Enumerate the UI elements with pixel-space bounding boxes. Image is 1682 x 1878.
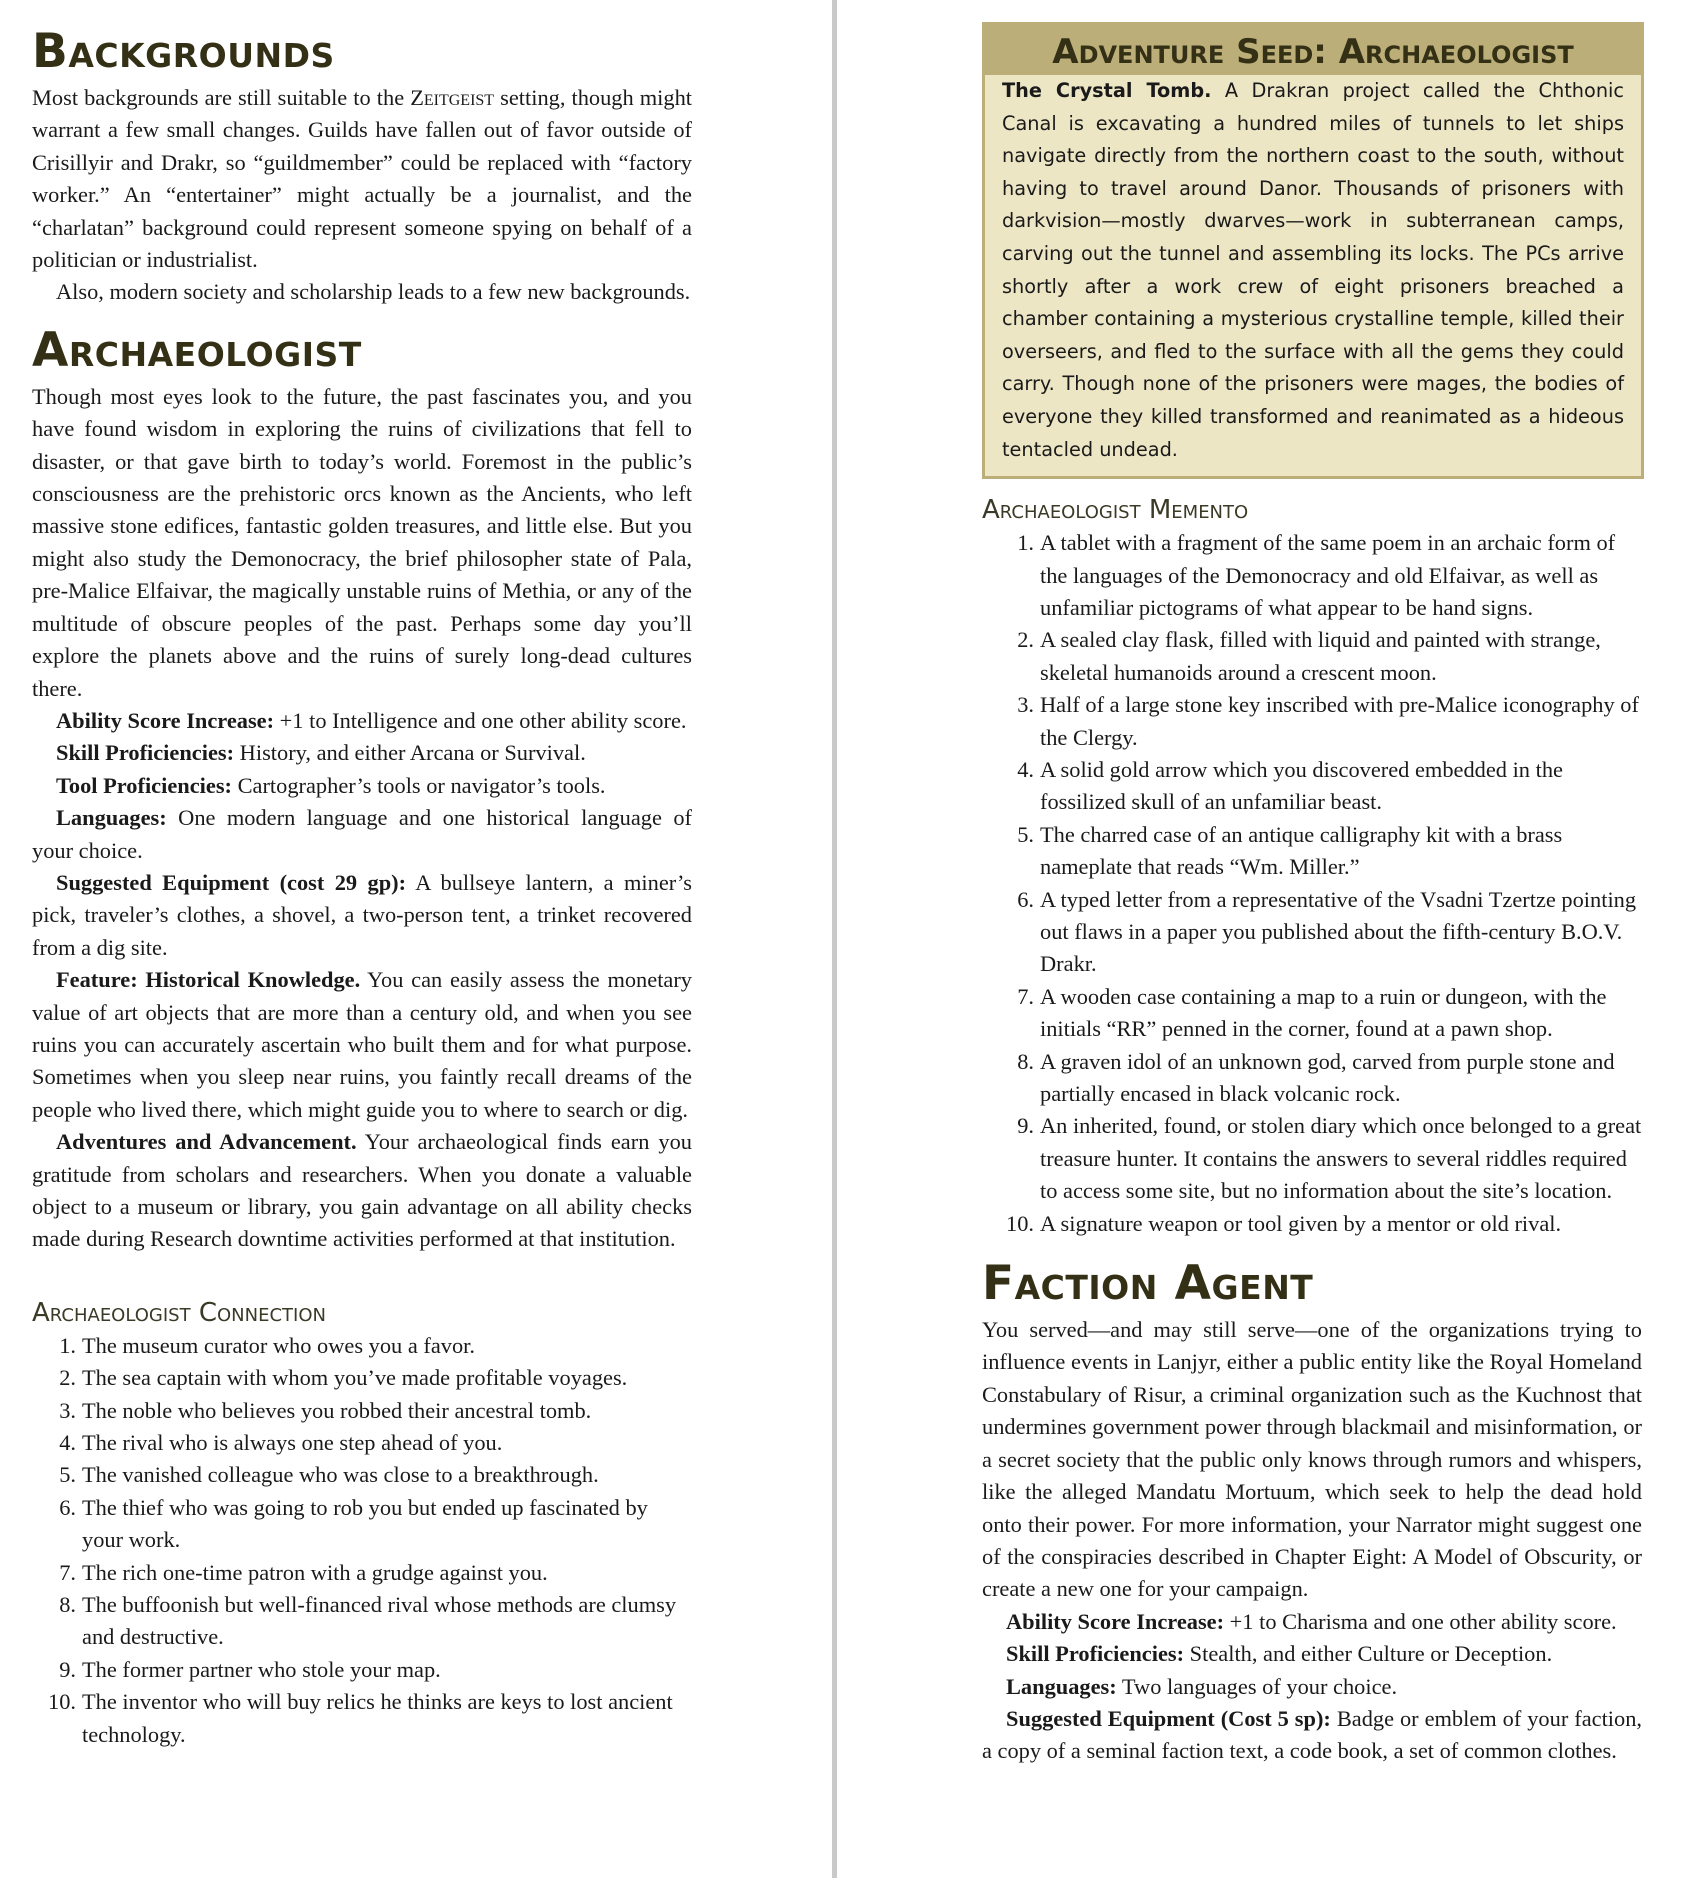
list-item: 5. The vanished colleague who was close to a breakthrough. xyxy=(59,1462,599,1488)
list-item: 3. Half of a large stone key inscribed with pre-Malice iconography of the Clergy. xyxy=(1017,692,1639,750)
setting-name: Zeitgeist xyxy=(410,85,495,110)
list-item: 9. The former partner who stole your map. xyxy=(59,1656,441,1682)
list-item: 8. The buffoonish but well-financed rival whose methods are clumsy and destructive. xyxy=(59,1592,677,1650)
backgrounds-paragraph-1: Most backgrounds are still suitable to the Zeitgeist setting, though might warrant a few small changes. Guilds have fallen out of favor outside of Crisillyir and Drakr, so “guildmember” could be replaced with “factory worker.” An “entertainer” might actually be a journalist, and the “charlatan” background could represent someone spying on behalf of a politician or industrialist. xyxy=(32,85,692,273)
page-divider xyxy=(832,0,837,1878)
left-column xyxy=(32,22,692,1751)
list-item: 5. The charred case of an antique calligraphy kit with a brass nameplate that reads “Wm. Miller.” xyxy=(1017,821,1563,880)
backgrounds-paragraph-2: Also, modern society and scholarship leads to a few new backgrounds. xyxy=(56,279,691,305)
faction-agent-heading: Faction Agent xyxy=(982,1256,1314,1312)
archaeologist-advancement: Adventures and Advancement. Your archaeological finds earn you gratitude from scholars and researchers. When you donate a valuable object to a museum or library, you gain advantage on all ability checks made during Research downtime activities performed at that institution. xyxy=(32,1129,692,1252)
adventure-seed-box xyxy=(982,22,1644,479)
connection-heading: Archaeologist Connection xyxy=(32,1297,326,1328)
archaeologist-feature: Feature: Historical Knowledge. You can easily assess the monetary value of art objects that are more than a century old, and when you see ruins you can accurately ascertain who built them and for what purpose. Sometimes when you sleep near ruins, you faintly recall dreams of the people who lived there, which might guide you to where to search or dig. xyxy=(32,967,692,1122)
list-item: 3. The noble who believes you robbed their ancestral tomb. xyxy=(59,1397,592,1423)
archaeologist-trait: Tool Proficiencies: Cartographer’s tools or navigator’s tools. xyxy=(56,772,606,798)
memento-list xyxy=(982,527,1642,1240)
list-item: 7. A wooden case containing a map to a ruin or dungeon, with the initials “RR” penned in the corner, found at a pawn shop. xyxy=(1017,983,1607,1042)
list-item: 4. A solid gold arrow which you discovered embedded in the fossilized skull of an unfamiliar beast. xyxy=(1017,756,1563,815)
archaeologist-heading: Archaeologist xyxy=(32,322,362,378)
list-item: 4. The rival who is always one step ahead of you. xyxy=(59,1430,503,1456)
archaeologist-trait: Skill Proficiencies: History, and either Arcana or Survival. xyxy=(56,740,586,766)
connection-list xyxy=(32,1330,692,1751)
memento-heading: Archaeologist Memento xyxy=(982,495,1249,526)
list-item: 2. A sealed clay flask, filled with liquid and painted with strange, skeletal humanoids around a crescent moon. xyxy=(1017,627,1601,685)
faction-agent-trait: Languages: Two languages of your choice. xyxy=(1006,1673,1398,1699)
list-item: 9. An inherited, found, or stolen diary which once belonged to a great treasure hunter. It contains the answers to several riddles required to access some site, but no information about the site’s location. xyxy=(1017,1113,1642,1204)
adventure-seed-title: Adventure Seed: Archaeologist xyxy=(985,25,1641,75)
list-item: 6. The thief who was going to rob you but ended up fascinated by your work. xyxy=(59,1494,648,1553)
list-item: 1. A tablet with a fragment of the same poem in an archaic form of the languages of the Demonocracy and old Elfaivar, as well as unfamiliar pictograms of what appear to be hand signs. xyxy=(1017,530,1616,620)
faction-agent-trait: Skill Proficiencies: Stealth, and either Culture or Deception. xyxy=(1006,1641,1553,1667)
faction-agent-intro: You served—and may still serve—one of the organizations trying to influence events in Lanjyr, either a public entity like the Royal Homeland Constabulary of Risur, a criminal organization such as the Kuchnost that undermines government power through blackmail and misinformation, or a secret society that the public only knows through rumors and whispers, like the alleged Mandatu Mortuum, which seek to help the dead hold onto their power. For more information, your Narrator might suggest one of the conspiracies described in Chapter Eight: A Model of Obscurity, or create a new one for your campaign. xyxy=(982,1317,1642,1602)
list-item: 10. A signature weapon or tool given by a mentor or old rival. xyxy=(1006,1210,1562,1236)
faction-agent-trait: Suggested Equipment (Cost 5 sp): Badge or emblem of your faction, a copy of a seminal faction text, a code book, a set of common clothes. xyxy=(982,1705,1642,1764)
archaeologist-intro: Though most eyes look to the future, the past fascinates you, and you have found wisdom in exploring the ruins of civilizations that fell to disaster, or that gave birth to today’s world. Foremost in the public’s consciousness are the prehistoric orcs known as the Ancients, who left massive stone edifices, fantastic golden treasures, and little else. But you might also study the Demonocracy, the brief philosopher state of Pala, pre-Malice Elfaivar, the magically unstable ruins of Methia, or any of the multitude of obscure peoples of the past. Perhaps some day you’ll explore the planets above and the ruins of surely long-dead cultures there. xyxy=(32,383,692,701)
list-item: 7. The rich one-time patron with a grudge against you. xyxy=(59,1559,548,1585)
archaeologist-trait: Ability Score Increase: +1 to Intelligence and one other ability score. xyxy=(56,707,687,733)
faction-agent-trait: Ability Score Increase: +1 to Charisma and one other ability score. xyxy=(1006,1608,1617,1634)
archaeologist-trait: Languages: One modern language and one historical language of your choice. xyxy=(32,805,692,863)
adventure-seed-body: The Crystal Tomb. A Drakran project called the Chthonic Canal is excavating a hundred miles of tunnels to let ships navigate directly from the northern coast to the south, without having to travel around Danor. Thousands of prisoners with darkvision—mostly dwarves—work in subterranean camps, carving out the tunnel and assembling its locks. The PCs arrive shortly after a work crew of eight prisoners breached a chamber containing a mysterious crystalline temple, killed their overseers, and fled to the surface with all the gems they could carry. Though none of the prisoners were mages, the bodies of everyone they killed transformed and reanimated as a hideous tentacled undead. xyxy=(1002,79,1624,461)
list-item: 8. A graven idol of an unknown god, carved from purple stone and partially encased in black volcanic rock. xyxy=(1017,1048,1615,1107)
backgrounds-heading: Backgrounds xyxy=(32,24,335,79)
list-item: 1. The museum curator who owes you a favor. xyxy=(59,1332,475,1358)
right-column xyxy=(982,22,1642,1768)
list-item: 2. The sea captain with whom you’ve made profitable voyages. xyxy=(59,1365,628,1391)
list-item: 10. The inventor who will buy relics he thinks are keys to lost ancient technology. xyxy=(48,1689,673,1747)
archaeologist-trait: Suggested Equipment (cost 29 gp): A bullseye lantern, a miner’s pick, traveler’s clothes, a shovel, a two-person tent, a trinket recovered from a dig site. xyxy=(32,869,692,960)
list-item: 6. A typed letter from a representative of the Vsadni Tzertze pointing out flaws in a paper you published about the fifth-century B.O.V. Drakr. xyxy=(1017,886,1637,977)
